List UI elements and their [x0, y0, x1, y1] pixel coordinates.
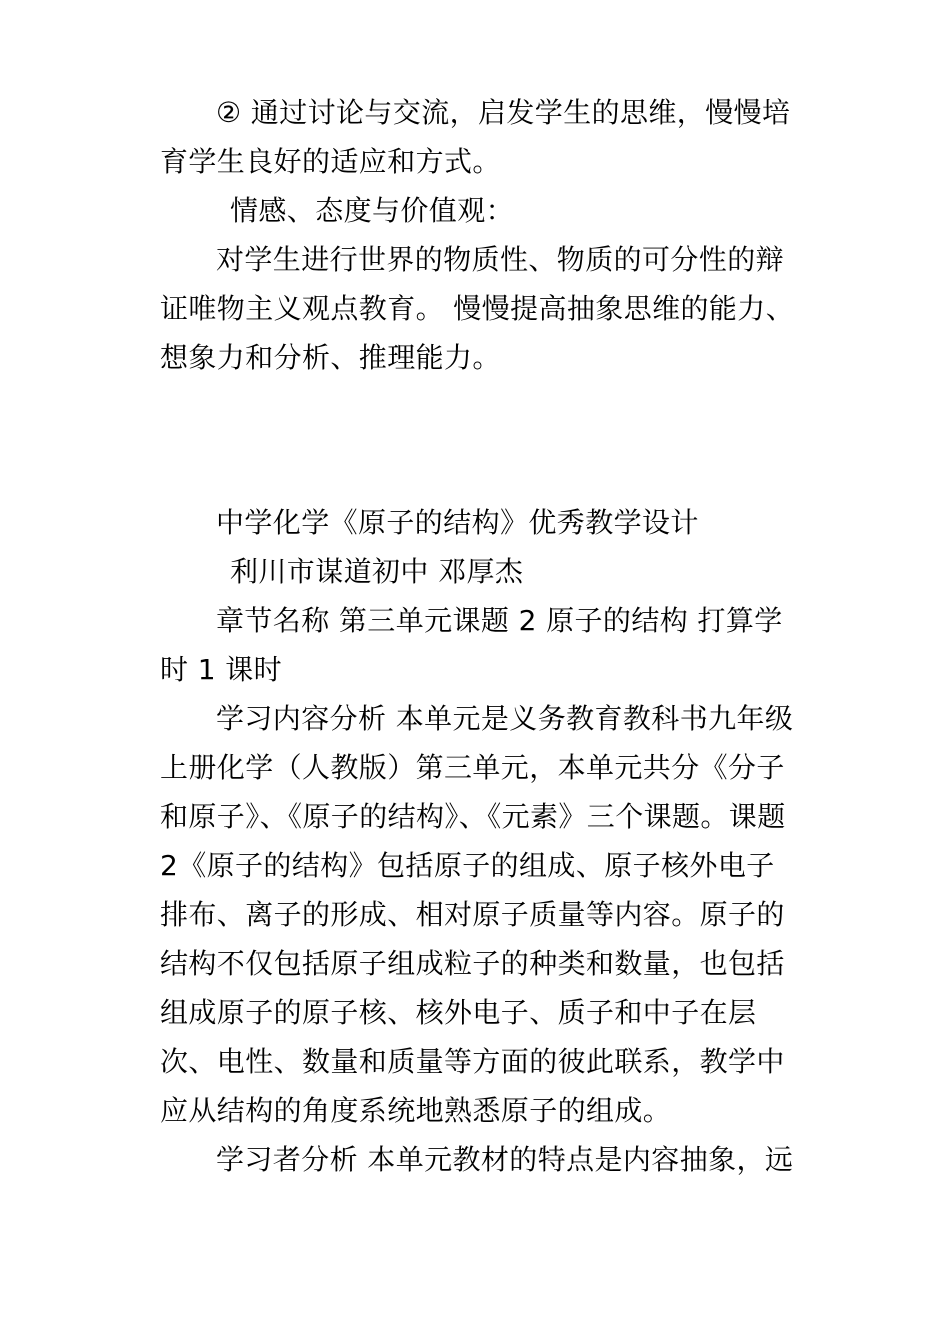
paragraph-learner-analysis: 学习者分析 本单元教材的特点是内容抽象，远 — [216, 1143, 794, 1176]
paragraph-thinking-objective: ② 通过讨论与交流，启发学生的思维，慢慢培育学生良好的适应和方式。 — [160, 96, 791, 178]
document-title: 中学化学《原子的结构》优秀教学设计 — [216, 506, 699, 539]
document-author: 利川市谋道初中 邓厚杰 — [230, 555, 524, 588]
paragraph-chapter-info: 章节名称 第三单元课题 2 原子的结构 打算学时 1 课时 — [160, 604, 783, 686]
paragraph-emotion-objective: 对学生进行世界的物质性、物质的可分性的辩证唯物主义观点教育。 慢慢提高抽象思维的能力、想象力和分析、推理能力。 — [160, 243, 795, 374]
paragraph-content-analysis: 学习内容分析 本单元是义务教育教科书九年级上册化学（人教版）第三单元，本单元共分《分子和原子》、《原子的结构》、《元素》三个课题。课题 2《原子的结构》包括原子的组成、原子核外电子排布、离子的形成、相对原子质量等内容。原子的结构不仅包括原子组成粒子的种类和数量，也包括组成原子的原子核、核外电子、质子和中子在层次、电性、数量和质量等方面的彼此联系，教学中应从结构的角度系统地熟悉原子的组成。 — [160, 702, 795, 1127]
heading-emotion-attitude-values: 情感、态度与价值观： — [230, 194, 515, 227]
